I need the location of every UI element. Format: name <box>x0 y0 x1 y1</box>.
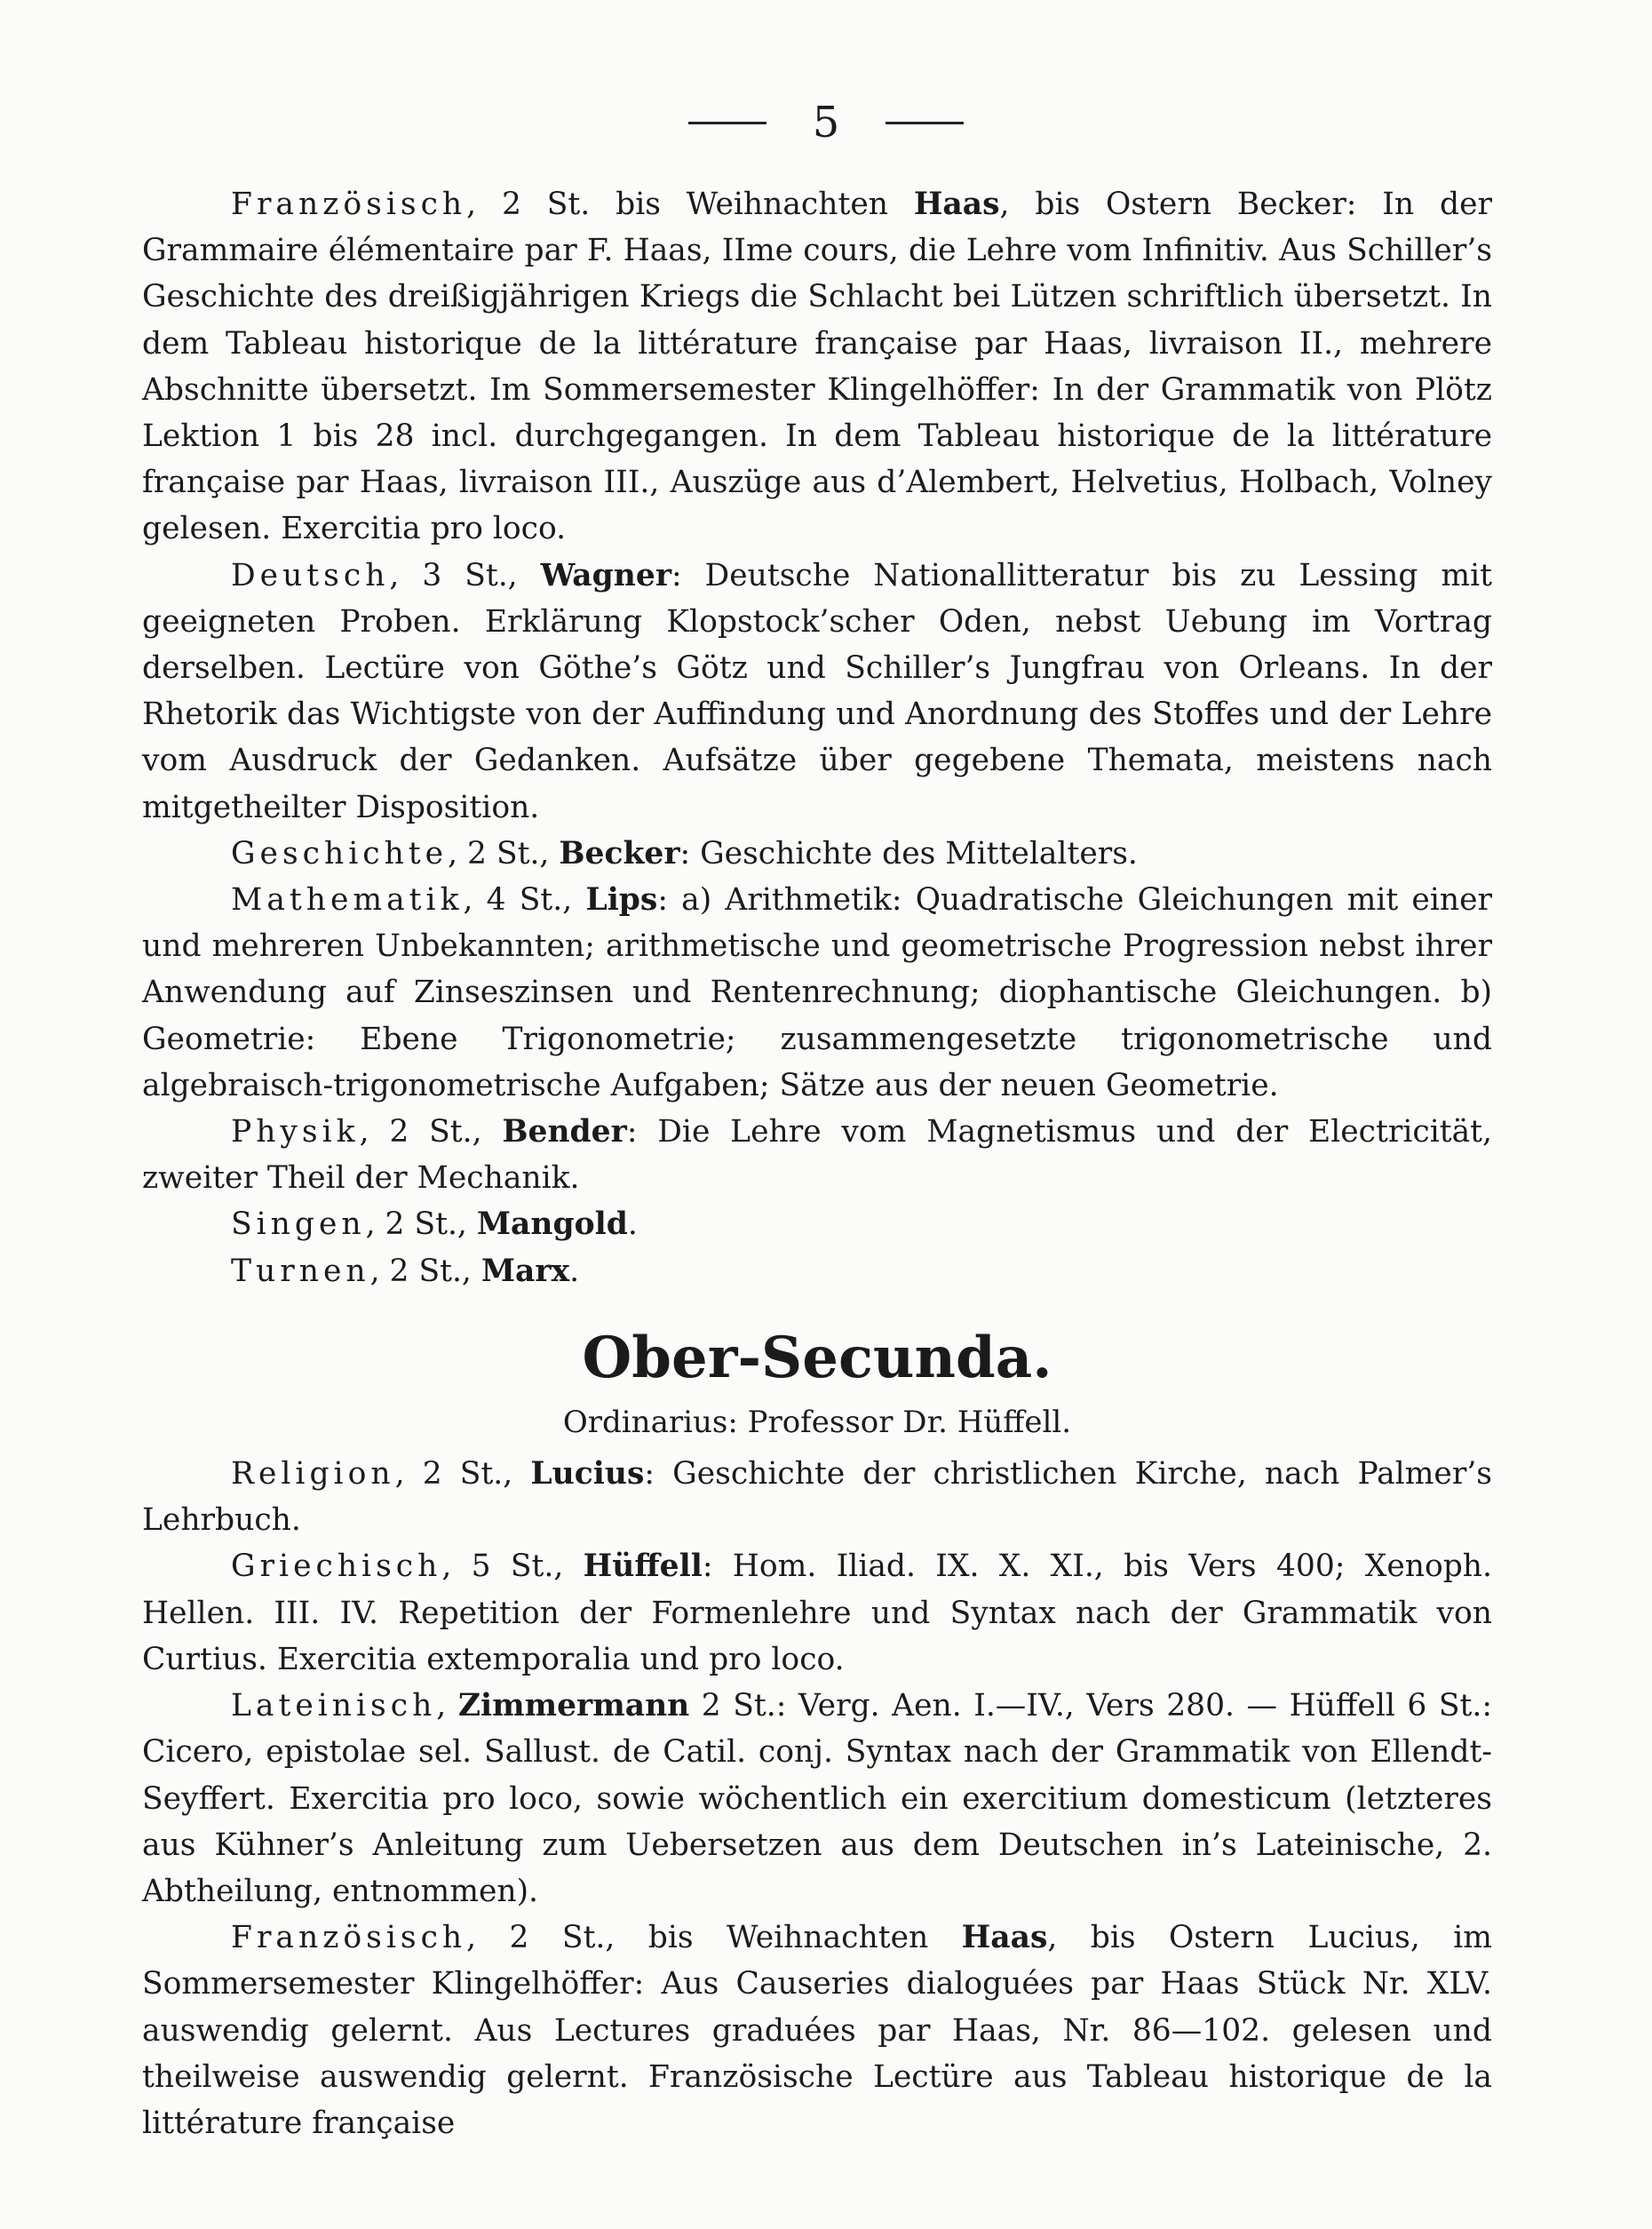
paragraph-head: , 2 St., <box>365 1206 477 1243</box>
paragraph-head: , 2 St., <box>359 1114 503 1150</box>
subject-label: Griechisch <box>231 1548 442 1585</box>
subject-label: Französisch <box>231 1920 467 1956</box>
paragraph-text: , bis Ostern Becker: In der Grammaire élémentaire par F. Haas, IIme cours, die Lehre vom Infinitiv. Aus Schiller’s Geschichte des dreißigjährigen Kriegs die Schlacht bei Lützen schriftlich übersetzt. In dem Tableau historique de la littérature française par Haas, livraison II., mehrere Abschnitte übersetzt. Im Sommersemester Klingelhöffer: In der Grammatik von Plötz Lektion 1 bis 28 incl. durchgegangen. In dem Tableau historique de la littérature française par Haas, livraison III., Auszüge aus d’Alembert, Helvetius, Holbach, Volney gelesen. Exercitia pro loco. <box>142 187 1492 547</box>
ordinarius-line: Ordinarius: Professor Dr. Hüffell. <box>562 1404 1072 1440</box>
paragraph-singen <box>142 1201 1492 1247</box>
page-body <box>142 181 1492 2146</box>
header-rule-left <box>688 122 766 124</box>
subject-label: Geschichte <box>231 835 449 872</box>
section-body <box>142 1451 1492 2146</box>
paragraph-französisch <box>142 1915 1492 2146</box>
paragraph-mathematik <box>142 877 1492 1109</box>
page-number: 5 <box>812 98 840 147</box>
subject-label: Deutsch <box>231 557 390 593</box>
teacher-name: Zimmermann <box>457 1688 690 1724</box>
paragraph-text: , bis Ostern Lucius, im Sommersemester Klingelhöffer: Aus Causeries dialoguées par Haas Stück Nr. XLV. auswendig gelernt. Aus Lectures graduées par Haas, Nr. 86—102. gelesen und theilweise auswendig gelernt. Französische Lectüre aus Tableau historique de la littérature française <box>142 1920 1492 2141</box>
paragraph-text: . <box>569 1253 580 1289</box>
paragraph-text: . <box>627 1206 638 1243</box>
teacher-name: Bender <box>502 1114 627 1150</box>
teacher-name: Wagner <box>540 557 671 593</box>
paragraph-text: : a) Arithmetik: Quadratische Gleichungen mit einer und mehreren Unbekannten; arithmetische und geometrische Progression nebst ihrer Anwendung auf Zinseszinsen und Rentenrechnung; diophantische Gleichungen. b) Geometrie: Ebene Trigonometrie; zusammengesetzte trigonometrische und algebraisch-trigonometrische Aufgaben; Sätze aus der neuen Geometrie. <box>142 882 1493 1103</box>
header-rule-right <box>886 122 964 124</box>
teacher-name: Lips <box>585 882 658 919</box>
paragraph-head: , 2 St. bis Weihnachten <box>466 187 914 222</box>
paragraph-head: , 2 St., <box>369 1253 481 1289</box>
paragraph-head: , 3 St., <box>389 557 541 593</box>
paragraph-text: : Hom. Iliad. IX. X. XI., bis Vers 400; Xenoph. Hellen. III. IV. Repetition der Formenlehre und Syntax nach der Grammatik von Curtius. Exercitia extemporalia und pro loco. <box>142 1548 1492 1677</box>
subject-label: Singen <box>231 1206 366 1243</box>
teacher-name: Becker <box>559 835 680 872</box>
paragraph-physik <box>142 1109 1492 1201</box>
paragraph-geschichte <box>142 831 1492 877</box>
paragraph-head: , 4 St., <box>463 882 586 919</box>
paragraph-lateinisch <box>142 1683 1492 1915</box>
paragraph-text: : Geschichte der christlichen Kirche, nach Palmer’s Lehrbuch. <box>142 1456 1493 1539</box>
subject-label: Mathematik <box>231 882 464 919</box>
teacher-name: Haas <box>913 187 1000 222</box>
paragraph-head: , 5 St., <box>441 1548 584 1585</box>
teacher-name: Mangold <box>476 1206 628 1243</box>
paragraph-head: , 2 St., <box>394 1456 531 1493</box>
top-section <box>142 181 1492 1294</box>
subject-label: Religion <box>231 1456 395 1493</box>
teacher-name: Marx <box>481 1253 570 1289</box>
teacher-name: Hüffell <box>583 1548 703 1585</box>
paragraph-head: , <box>436 1688 458 1724</box>
paragraph-französisch <box>142 181 1492 553</box>
page-header <box>0 96 1652 149</box>
subject-label: Turnen <box>231 1253 370 1289</box>
paragraph-griechisch <box>142 1543 1492 1683</box>
paragraph-text: : Deutsche Nationallitteratur bis zu Lessing mit geeigneten Proben. Erklärung Klopstock’scher Oden, nebst Uebung im Vortrag derselben. Lectüre von Göthe’s Götz und Schiller’s Jungfrau von Orleans. In der Rhetorik das Wichtigste von der Auffindung und Anordnung des Stoffes und der Lehre vom Ausdruck der Gedanken. Aufsätze über gegebene Themata, meistens nach mitgetheilter Disposition. <box>142 557 1493 825</box>
paragraph-deutsch <box>142 553 1492 831</box>
subject-label: Physik <box>231 1114 360 1150</box>
teacher-name: Lucius <box>530 1456 645 1493</box>
subject-label: Lateinisch <box>231 1688 437 1724</box>
section-title: Ober-Secunda. <box>582 1324 1052 1391</box>
teacher-name: Haas <box>961 1920 1048 1956</box>
paragraph-head: , 2 St., bis Weihnachten <box>466 1920 962 1956</box>
paragraph-religion <box>142 1451 1492 1543</box>
paragraph-head: , 2 St., <box>448 835 560 872</box>
paragraph-text: 2 St.: Verg. Aen. I.—IV., Vers 280. — Hüffell 6 St.: Cicero, epistolae sel. Sallust. de Catil. conj. Syntax nach der Grammatik von Ellendt-Seyffert. Exercitia pro loco, sowie wöchentlich ein exercitium domesticum (letzteres aus Kühner’s Anleitung zum Uebersetzen aus dem Deutschen in’s Lateinische, 2. Abtheilung, entnommen). <box>142 1688 1492 1909</box>
paragraph-text: : Die Lehre vom Magnetismus und der Electricität, zweiter Theil der Mechanik. <box>142 1114 1492 1197</box>
paragraph-text: : Geschichte des Mittelalters. <box>679 835 1138 872</box>
paragraph-turnen <box>142 1248 1492 1294</box>
subject-label: Französisch <box>231 187 467 222</box>
